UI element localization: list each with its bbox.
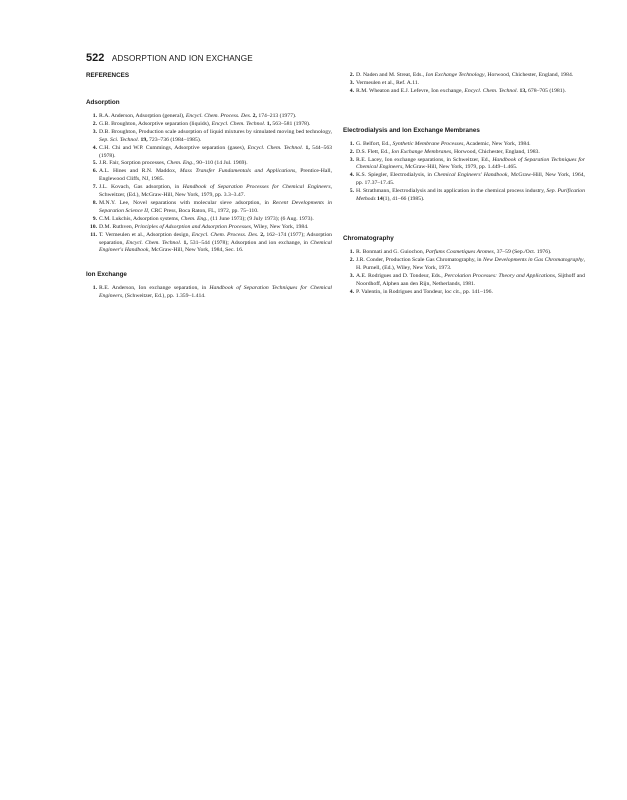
reference-item-adsorption <box>86 184 332 200</box>
reference-item-adsorption <box>86 168 332 184</box>
reference-item-adsorption <box>86 200 332 216</box>
reference-item-ion-exchange <box>343 72 585 80</box>
reference-item-ion-exchange <box>343 80 585 88</box>
reference-text: K.S. Spiegler, Electrodialysis, in Chemical Engineers' Handbook, McGraw-Hill, New York, 1964, pp. 17.37–17.45. <box>356 172 585 187</box>
page-header <box>86 48 253 66</box>
reference-number: 2. <box>349 72 354 78</box>
running-head: ADSORPTION AND ION EXCHANGE <box>111 54 253 63</box>
section-title-chromatography: Chromatography <box>343 234 394 242</box>
reference-item-electrodialysis <box>343 188 585 204</box>
reference-number: 9. <box>92 215 97 222</box>
section-title-adsorption: Adsorption <box>86 99 120 106</box>
reference-list-ion-exchange-cont <box>343 72 585 96</box>
reference-item-ion-exchange <box>343 88 585 96</box>
section-title-ion-exchange: Ion Exchange <box>86 271 127 279</box>
reference-text: G. Belfort, Ed., Synthetic Membrane Processes, Academic, New York, 1984. <box>356 140 531 147</box>
references-title: REFERENCES <box>86 72 130 79</box>
reference-text: J.L. Kovach, Gas adsorption, in Handbook of Separation Processes for Chemical Engineers, Schweitzer, (Ed.), McGraw-Hill, New York, 1979, pp. 3.3–3.47. <box>99 184 332 199</box>
reference-item-electrodialysis <box>343 141 585 149</box>
page-number: 522 <box>86 52 105 64</box>
reference-text: P. Valentin, in Rodrigues and Tondeur, loc cit., pp. 141–196. <box>356 288 493 295</box>
reference-number: 2. <box>349 148 354 155</box>
reference-number: 3. <box>349 79 354 86</box>
reference-text: D.M. Ruthven, Principles of Adsorption and Adsorption Processes, Wiley, New York, 1984. <box>99 223 309 230</box>
reference-text: D. Naden and M. Streat, Eds., Ion Exchange Technology, Horwood, Chichester, England, 1984. <box>356 72 574 78</box>
reference-text: H. Strathmann, Electrodialysis and its application in the chemical process industry, Sep. Purification Methods 14(1), 41–66 (1985). <box>356 188 585 203</box>
reference-item-chromatography <box>343 257 585 273</box>
reference-number: 2. <box>92 120 97 127</box>
reference-text: R.M. Wheaton and E.J. Lefevre, Ion exchange, Encycl. Chem. Technol. 13, 678–705 (1981). <box>356 87 566 94</box>
reference-list-ion-exchange <box>86 285 332 301</box>
reference-text: D.B. Broughton, Production scale adsorption of liquid mixtures by simulated moving bed technology, Sep. Sci. Technol. 19, 723–736 (1984–1985). <box>99 128 332 143</box>
reference-item-adsorption <box>86 113 332 121</box>
reference-number: 10. <box>89 223 97 230</box>
reference-item-chromatography <box>343 249 585 257</box>
reference-text: R.A. Anderson, Adsorption (general), Encycl. Chem. Process. Des. 2, 174–213 (1977). <box>99 113 297 119</box>
reference-text: C.H. Chi and W.P. Cummings, Adsorptive separation (gases), Encycl. Chem. Technol. 1, 544–563 (1978). <box>99 144 333 159</box>
reference-text: T. Vermeulen et al., Adsorption design, Encycl. Chem. Process. Des. 2, 162–174 (1977); Adsorption separation, Encycl. Chem. Technol. 1, 531–544 (1978); Adsorption and ion exchange, in Chemical Engineer's Handbook, McGraw-Hill, New York, 1984, Sec. 16. <box>99 231 333 254</box>
reference-text: C.M. Lukchis, Adsorption systems, Chem. Eng., (11 June 1973); (9 July 1973); (6 Aug. 1973). <box>99 215 314 222</box>
reference-item-electrodialysis <box>343 172 585 188</box>
reference-number: 7. <box>92 184 97 191</box>
reference-number: 3. <box>349 156 354 163</box>
reference-number: 4. <box>349 172 354 179</box>
reference-list-electrodialysis <box>343 141 585 204</box>
reference-item-chromatography <box>343 289 585 297</box>
reference-number: 4. <box>92 144 97 151</box>
reference-text: R.E. Lacey, Ion exchange separations, in Schweitzer, Ed., Handbook of Separation Techniques for Chemical Engineers, McGraw-Hill, New York, 1979, pp. 1.449–1.465. <box>356 156 585 171</box>
reference-item-chromatography <box>343 273 585 289</box>
reference-item-adsorption <box>86 232 332 256</box>
reference-item-ion-exchange <box>86 285 332 301</box>
reference-item-adsorption <box>86 224 332 232</box>
reference-number: 11. <box>90 231 97 238</box>
reference-item-adsorption <box>86 129 332 145</box>
reference-text: A.L. Hines and R.N. Maddox, Mass Transfer Fundamentals and Applications, Prentice-Hall, Englewood Cliffs, NJ, 1985. <box>99 168 332 183</box>
reference-text: R. Bonmati and G. Guiochon, Parfums Cosmetiques Aromes, 37–59 (Sep./Oct. 1976). <box>356 248 552 255</box>
reference-text: Vermeulen et al., Ref. A.11. <box>356 79 420 86</box>
reference-text: M.N.Y. Lee, Novel separations with molecular sieve adsorption, in Recent Developments in Separation Science II, CRC Press, Boca Raton, FL, 1972, pp. 75–110. <box>99 199 332 214</box>
reference-item-electrodialysis <box>343 157 585 173</box>
reference-list-chromatography <box>343 249 585 296</box>
reference-item-electrodialysis <box>343 149 585 157</box>
right-column <box>343 72 585 296</box>
reference-text: G.B. Broughton, Adsorptive separation (liquids), Encycl. Chem. Technol. 1, 563–581 (1978). <box>99 120 311 127</box>
reference-number: 1. <box>349 140 354 147</box>
reference-number: 4. <box>349 288 354 295</box>
reference-text: J.R. Fair, Sorption processes, Chem. Eng., 90–110 (14 Jul. 1969). <box>99 160 248 167</box>
reference-text: D.S. Flett, Ed., Ion Exchange Membranes, Horwood, Chichester, England, 1983. <box>356 148 540 155</box>
reference-item-adsorption <box>86 121 332 129</box>
reference-number: 3. <box>92 128 97 135</box>
reference-number: 1. <box>349 248 354 255</box>
reference-text: R.E. Anderson, Ion exchange separation, in Handbook of Separation Techniques for Chemical Engineers, (Schweitzer, Ed.), pp. 1.359–1.414. <box>99 285 332 300</box>
reference-text: J.R. Conder, Production Scale Gas Chromatography, in New Developments in Gas Chromatography, H. Purnell, (Ed.), Wiley, New York, 1973. <box>356 256 585 271</box>
reference-number: 5. <box>349 188 354 195</box>
reference-number: 1. <box>92 285 97 292</box>
left-column <box>86 72 332 301</box>
reference-number: 4. <box>349 87 354 94</box>
reference-item-adsorption <box>86 216 332 224</box>
reference-number: 8. <box>92 199 97 206</box>
reference-text: A.E. Rodrigues and D. Tondeur, Eds., Percolation Processes: Theory and Applications, Sijthoff and Noordhoff, Alphen aan den Rijn, Netherlands, 1981. <box>356 272 585 287</box>
reference-number: 6. <box>92 168 97 175</box>
reference-item-adsorption <box>86 145 332 161</box>
section-title-electrodialysis: Electrodialysis and Ion Exchange Membranes <box>343 126 480 134</box>
reference-number: 5. <box>92 160 97 167</box>
reference-number: 2. <box>349 256 354 263</box>
reference-list-adsorption <box>86 113 332 255</box>
reference-number: 3. <box>349 272 354 279</box>
reference-number: 1. <box>92 113 97 119</box>
